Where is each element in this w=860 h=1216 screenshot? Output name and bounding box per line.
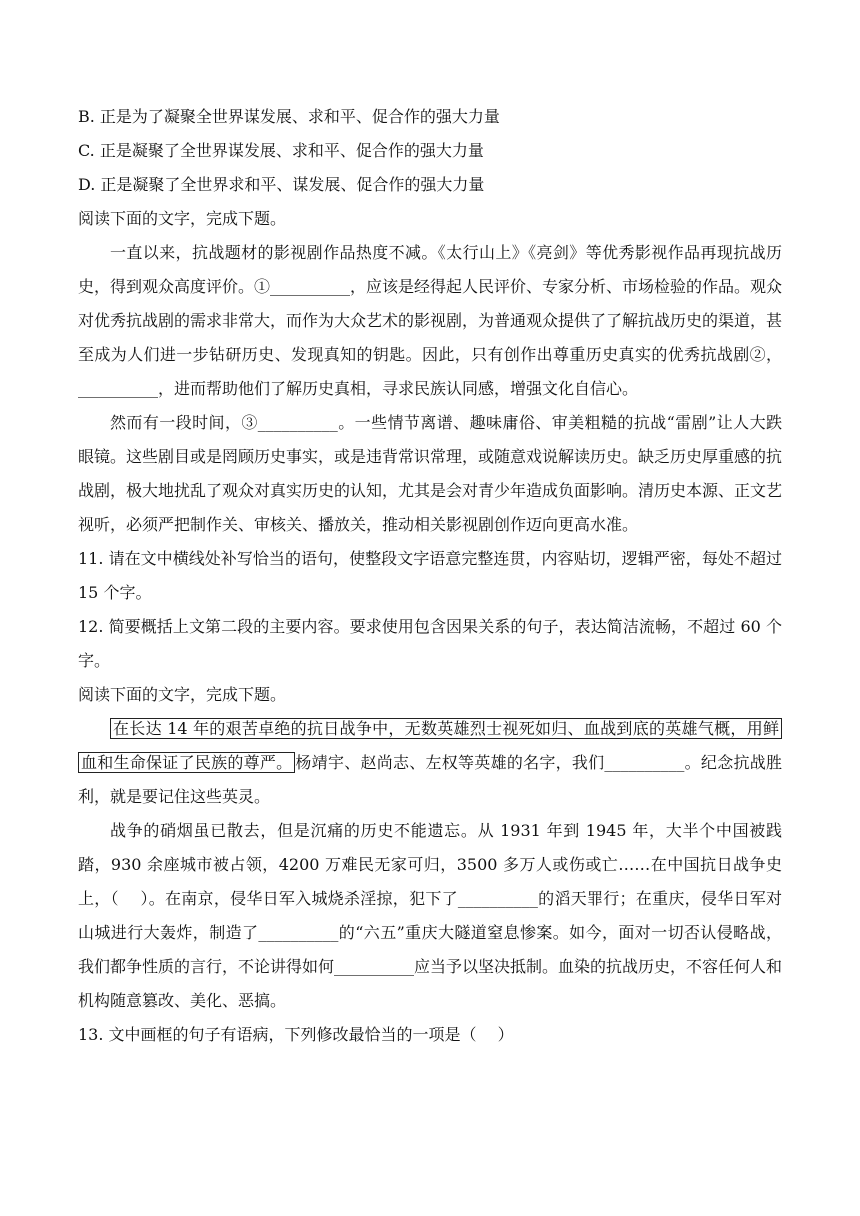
section2-intro: 阅读下面的文字，完成下题。 [78,685,287,704]
section1-paragraph-1: 一直以来，抗战题材的影视剧作品热度不减。《太行山上》《亮剑》等优秀影视作品再现抗战历史，得到观众高度评价。①__________，应该是经得起人民评价、专家分析、市场检验的作品。观众对优秀抗战剧的需求非常大，而作为大众艺术的影视剧，为普通观众提供了了解抗战历史的渠道，甚至成为人们进一步钻研历史、发现真知的钥匙。因此，只有创作出尊重历史真实的优秀抗战剧②，__________，进而帮助他们了解历史真相，寻求民族认同感，增强文化自信心。 [78,243,783,398]
section2-paragraph-2: 战争的硝烟虽已散去，但是沉痛的历史不能遗忘。从 1931 年到 1945 年，大半个中国被践踏，930 余座城市被占领，4200 万难民无家可归，3500 多万人或伤或亡……在中国抗日战争史上，（ ）。在南京，侵华日军入城烧杀淫掠，犯下了__________的滔天罪行；在重庆，侵华日军对山城进行大轰炸，制造了__________的“六五”重庆大隧道窒息惨案。如今，面对一切否认侵略战，我们都争性质的言行，不论讲得如何__________应当予以坚决抵制。血染的抗战历史，不容任何人和机构随意篡改、美化、恶搞。 [78,821,783,1010]
boxed-sentence: 在长达 14 年的艰苦卓绝的抗日战争中，无数英雄烈士视死如归、血战到底的英雄气概，用鲜血和生命保证了民族的尊严。 [78,718,782,773]
section2-paragraph-1 [78,712,782,814]
question-12: 12. 简要概括上文第二段的主要内容。要求使用包含因果关系的句子，表达简洁流畅，不超过 60 个字。 [78,617,782,670]
question-11: 11. 请在文中横线处补写恰当的语句，使整段文字语意完整连贯，内容贴切，逻辑严密，每处不超过 15 个字。 [78,549,782,602]
question-13: 13. 文中画框的句子有语病，下列修改最恰当的一项是（ ） [78,1025,514,1044]
section2-paragraph-1-rest: 杨靖宇、赵尚志、左权等英雄的名字，我们__________。纪念抗战胜利，就是要记住这些英灵。 [78,753,782,806]
section1-intro: 阅读下面的文字，完成下题。 [78,209,287,228]
option-d: D. 正是凝聚了全世界求和平、谋发展、促合作的强大力量 [78,175,485,194]
section1-paragraph-2: 然而有一段时间，③__________。一些情节离谱、趣味庸俗、审美粗糙的抗战“雷剧”让人大跌眼镜。这些剧目或是罔顾历史事实，或是违背常识常理，或随意戏说解读历史。缺乏历史厚重感的抗战剧，极大地扰乱了观众对真实历史的认知，尤其是会对青少年造成负面影响。清历史本源、正文艺视听，必须严把制作关、审核关、播放关，推动相关影视剧创作迈向更高水准。 [78,413,783,534]
option-c: C. 正是凝聚了全世界谋发展、求和平、促合作的强大力量 [78,141,484,160]
option-b: B. 正是为了凝聚全世界谋发展、求和平、促合作的强大力量 [78,107,500,126]
